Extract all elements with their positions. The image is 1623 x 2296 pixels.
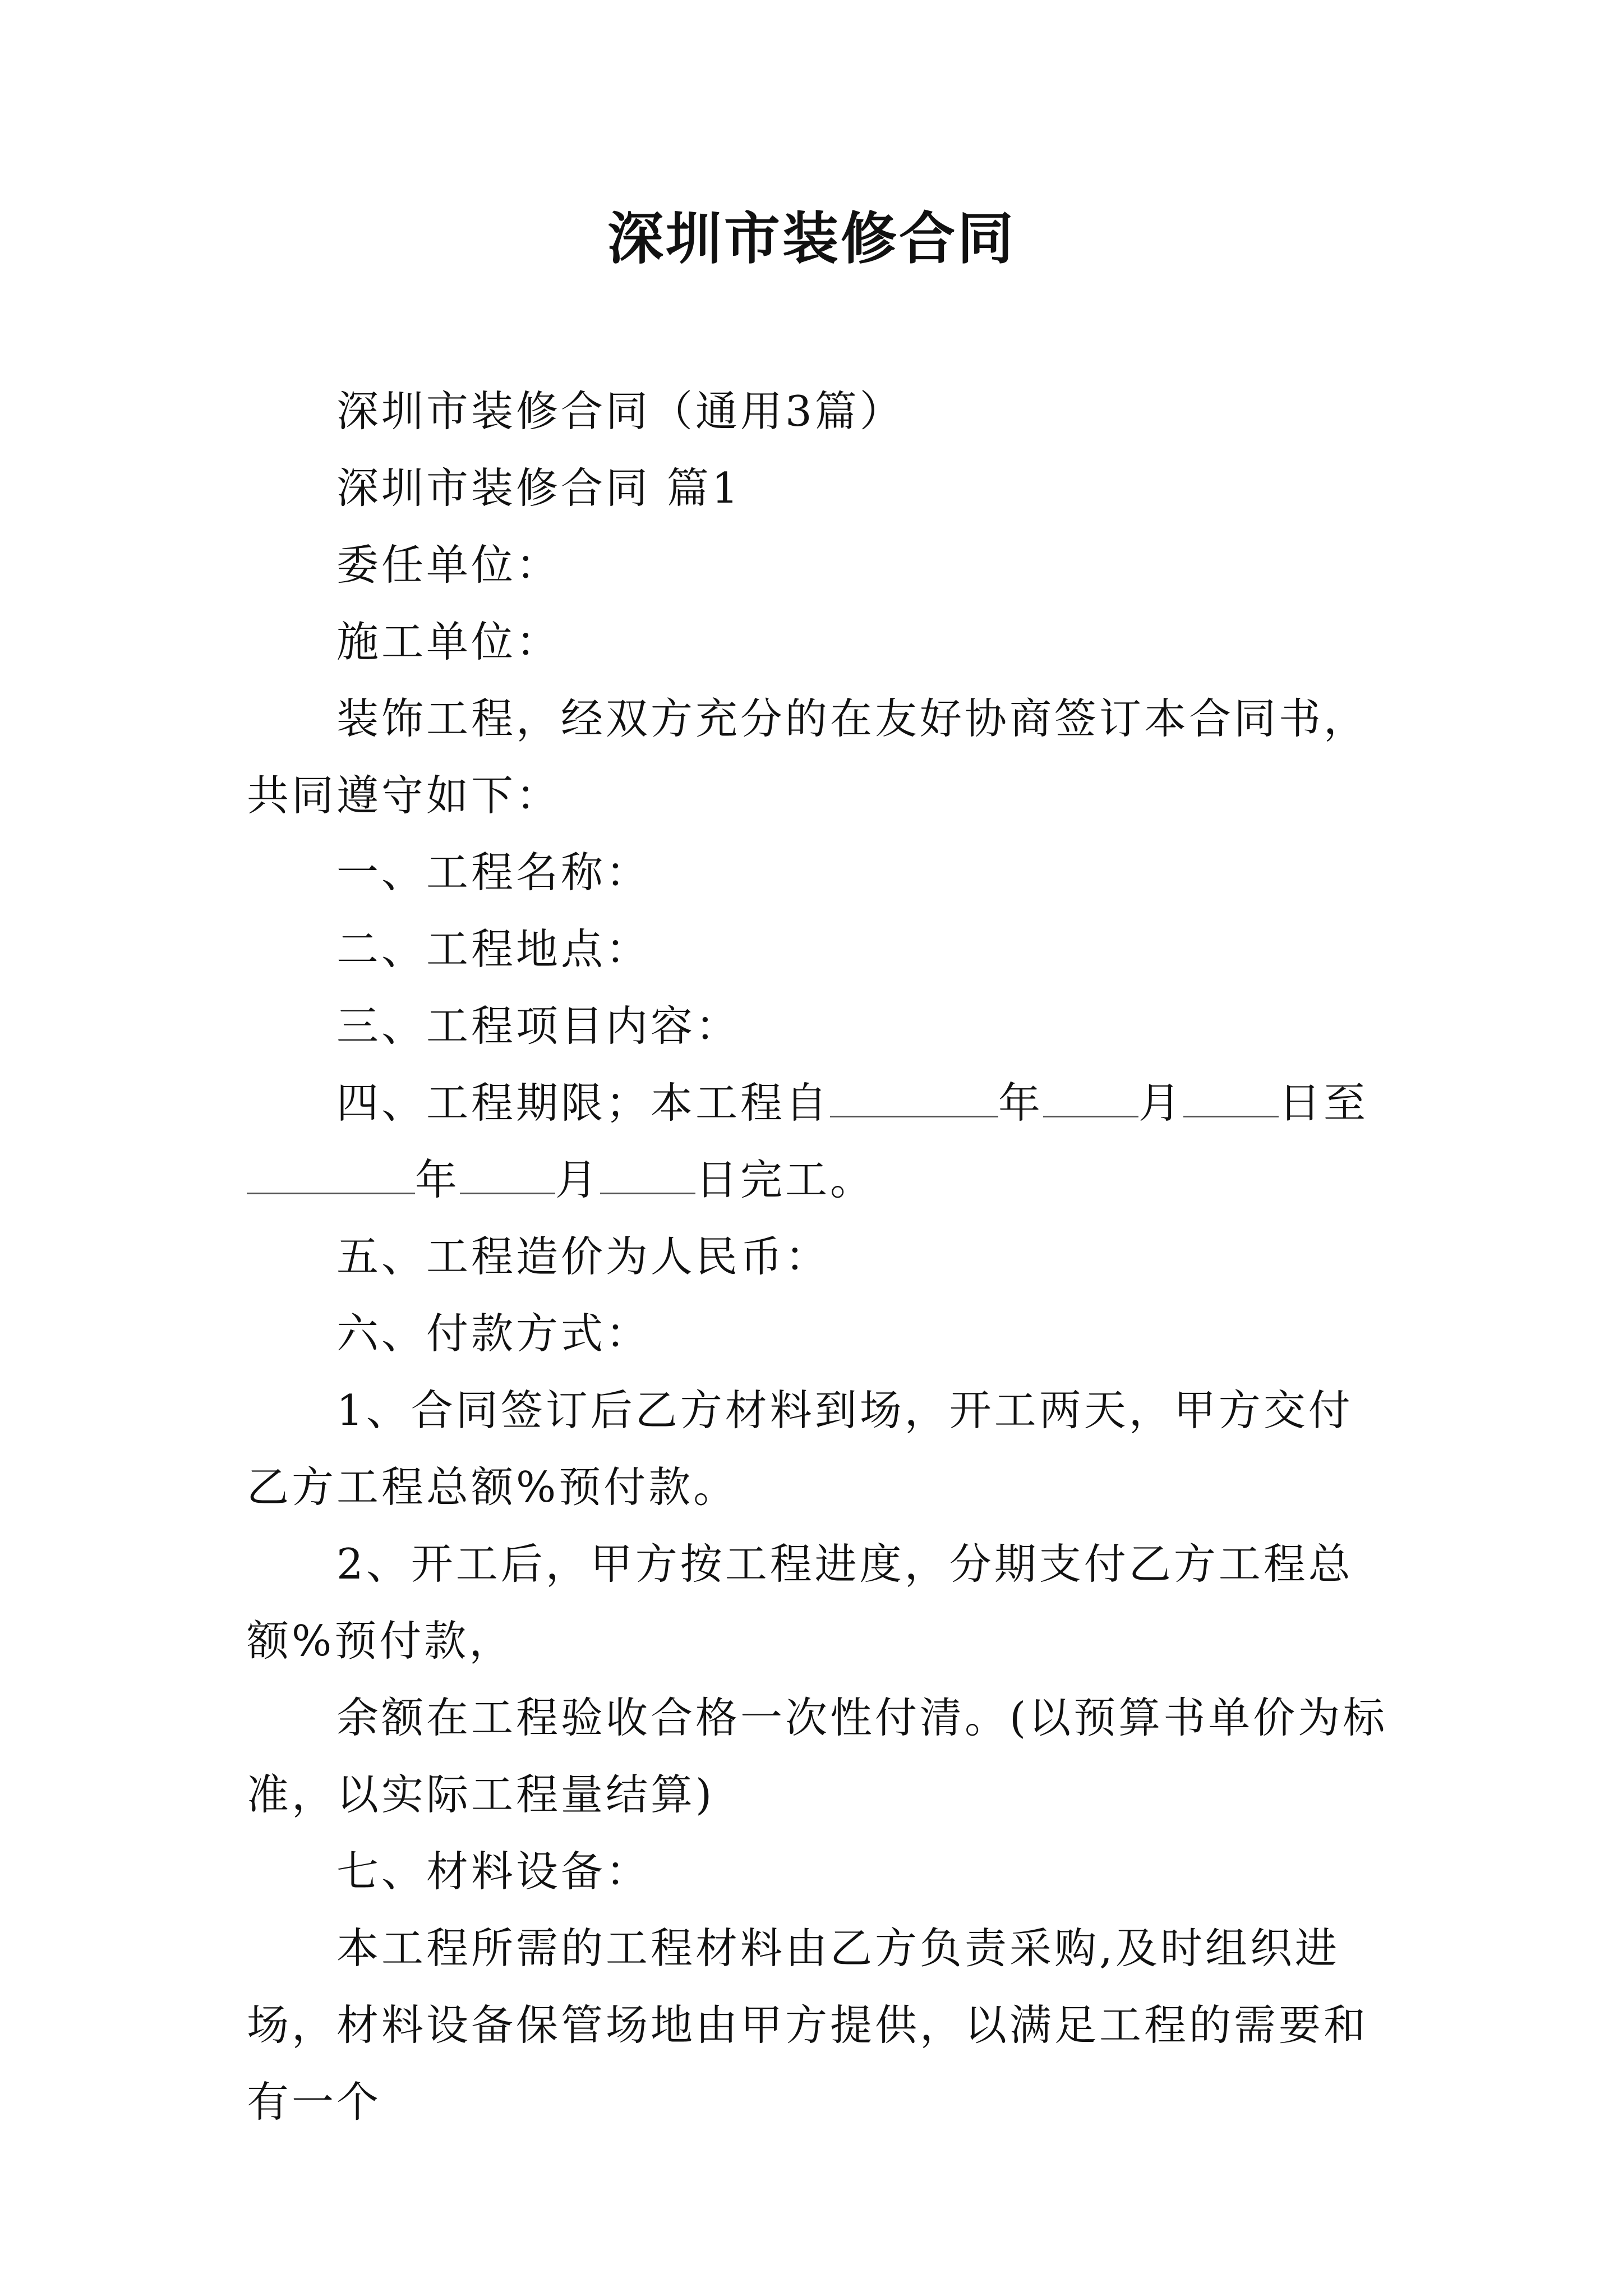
- paragraph-project-name: 一、工程名称：: [336, 848, 651, 897]
- blank-end-year[interactable]: [247, 1181, 415, 1194]
- blank-start-year[interactable]: [830, 1105, 998, 1117]
- paragraph-payment-item-1: 1、合同签订后乙方材料到场，开工两天，甲方交付乙方工程总额%预付款。: [247, 1386, 1353, 1512]
- document-body: [247, 373, 1391, 2141]
- paragraph-balance: 余额在工程验收合格一次性付清。(以预算书单价为标准，以实际工程量结算): [247, 1693, 1388, 1819]
- paragraph-payment-item-2: 2、开工后，甲方按工程进度，分期支付乙方工程总额%预付款，: [247, 1539, 1353, 1665]
- paragraph-materials-body: 本工程所需的工程材料由乙方负责采购,及时组织进场，材料设备保管场地由甲方提供，以满足工程的需要和有一个: [247, 1924, 1369, 2127]
- paragraph-materials-heading: 七、材料设备：: [336, 1847, 651, 1896]
- paragraph-project-cost: 五、工程造价为人民币：: [336, 1232, 831, 1281]
- blank-end-month[interactable]: [460, 1181, 555, 1194]
- blank-start-day[interactable]: [1183, 1105, 1279, 1117]
- blank-start-month[interactable]: [1043, 1105, 1138, 1117]
- schedule-end-year-label: 年: [415, 1155, 460, 1204]
- schedule-year-label: 年: [998, 1078, 1044, 1128]
- schedule-day-from-label: 日至: [1279, 1078, 1369, 1128]
- schedule-day-to-label: 日完工。: [695, 1155, 875, 1204]
- blank-end-day[interactable]: [600, 1181, 695, 1194]
- paragraph-preamble: 装饰工程，经双方充分的在友好协商签订本合同书，共同遵守如下：: [247, 694, 1369, 820]
- paragraph-project-location: 二、工程地点：: [336, 924, 651, 974]
- paragraph-section-heading: 深圳市装修合同 篇1: [336, 463, 741, 513]
- paragraph-project-schedule: [247, 1065, 1391, 1218]
- paragraph-payment-method: 六、付款方式：: [336, 1309, 651, 1358]
- schedule-prefix: 四、工程期限；本工程自: [336, 1078, 831, 1128]
- paragraph-subtitle: 深圳市装修合同（通用3篇）: [336, 386, 905, 436]
- paragraph-contractor-unit: 施工单位：: [336, 617, 561, 666]
- schedule-end-month-label: 月: [555, 1155, 601, 1204]
- schedule-month-label: 月: [1138, 1078, 1184, 1128]
- paragraph-project-content: 三、工程项目内容：: [336, 1001, 741, 1051]
- paragraph-client-unit: 委任单位：: [336, 540, 561, 590]
- document-title: 深圳市装修合同: [607, 205, 1016, 272]
